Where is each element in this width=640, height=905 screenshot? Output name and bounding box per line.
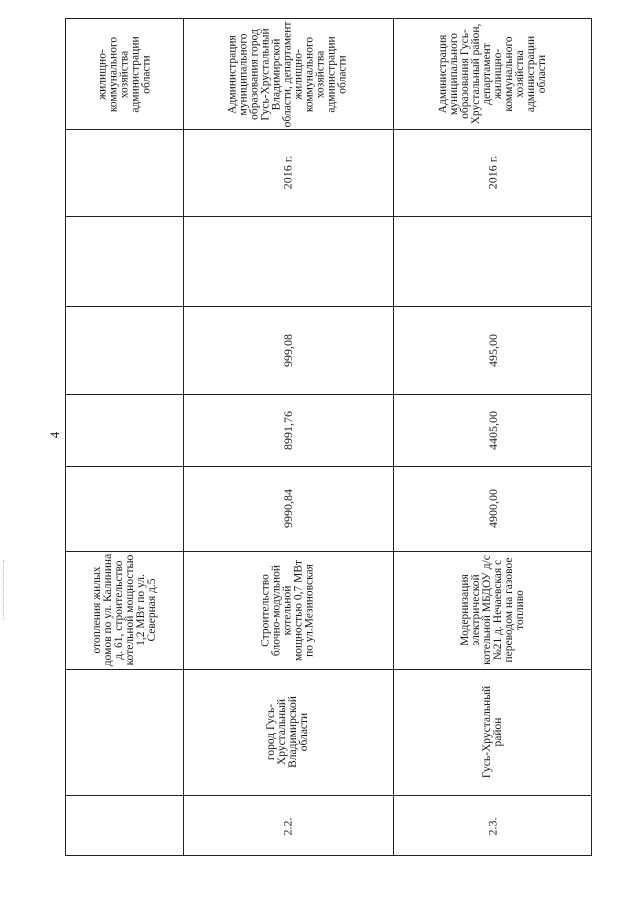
row0-event: отопления жилых домов по ул. Калинина д. 61, строительство котельной мощностью 1,2 МВт по ул. Северная д.5 (90, 553, 158, 667)
row2-total-cell (393, 466, 593, 551)
row2-federal: 4405,00 (485, 410, 500, 450)
row1-territory-cell (183, 669, 393, 795)
row1-territory: город Гусь-Хрустальный Владимирской области (265, 696, 310, 768)
program-table (65, 18, 592, 856)
row2-executor: Администрация муниципального образования Гусь-Хрустальный район, департамент жилищно-коммунального хозяйства администрации области (437, 23, 548, 125)
row0-event-cell (66, 551, 183, 669)
row1-number-cell (183, 795, 393, 857)
row2-number-cell (393, 795, 593, 857)
row1-executor: Администрация муниципального образования город Гусь-Хрустальный Владимирской области, департамент жилищно-коммунального хозяйства администрации области (226, 21, 349, 127)
row2-total: 4900,00 (485, 489, 500, 528)
row2-number: 2.3. (485, 817, 500, 835)
row1-year: 2016 г. (280, 155, 295, 190)
row2-regional: 495,00 (485, 333, 500, 367)
row1-event: Строительство блочно-модульной котельной мощностью 0,7 МВт по ул.Мезиновская (259, 559, 316, 661)
row1-regional: 999,08 (280, 333, 295, 367)
row1-federal: 8991,76 (280, 410, 295, 450)
scan-margin-mark (3, 560, 5, 620)
row0-executor: жилищно-коммунального хозяйства администрации области (96, 35, 152, 113)
row2-event-cell (393, 551, 593, 669)
row1-total-cell (183, 466, 393, 551)
row2-event: Модернизация электрической котельной МБДОУ д/с №21 д. Нечаевская с переводом на газовое топливо (459, 555, 526, 665)
row2-territory: Гусь-Хрустальный район (481, 685, 504, 779)
row1-regional-cell (183, 306, 393, 394)
column-divider (66, 216, 591, 217)
row1-federal-cell (183, 394, 393, 466)
row0-executor-cell (66, 19, 183, 129)
row1-number: 2.2. (280, 817, 295, 835)
row2-year-cell (393, 129, 593, 216)
row1-year-cell (183, 129, 393, 216)
row1-event-cell (183, 551, 393, 669)
row2-regional-cell (393, 306, 593, 394)
row2-year: 2016 г. (485, 155, 500, 190)
row2-executor-cell (393, 19, 593, 129)
page-number: 4 (47, 431, 62, 439)
row2-federal-cell (393, 394, 593, 466)
row1-executor-cell (183, 19, 393, 129)
row1-total: 9990,84 (280, 489, 295, 528)
row2-territory-cell (393, 669, 593, 795)
